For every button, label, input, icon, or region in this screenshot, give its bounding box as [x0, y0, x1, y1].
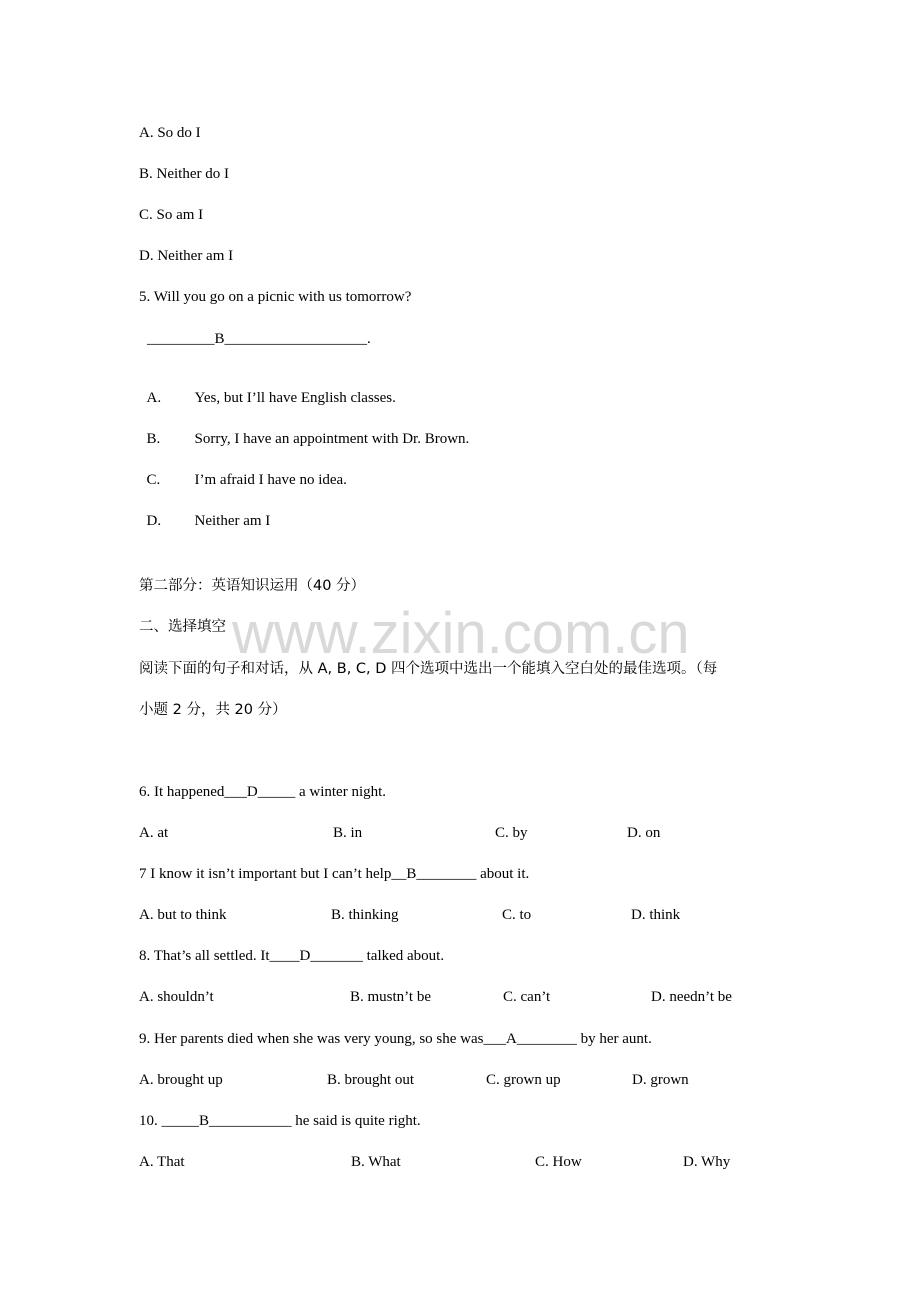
q8-option-b: B. mustn’t be	[350, 989, 431, 1005]
q5-question: 5. Will you go on a picnic with us tomorrow?	[139, 289, 412, 305]
option-label: D.	[146, 513, 162, 529]
q7-option-b: B. thinking	[331, 907, 399, 923]
q5-answer-line: _________B___________________.	[147, 331, 371, 347]
instruction-line-1: 阅读下面的句子和对话，从 A, B, C, D 四个选项中选出一个能填入空白处的最佳选项。（每	[139, 661, 718, 677]
q10-option-d: D. Why	[683, 1154, 731, 1170]
option-text: Sorry, I have an appointment with Dr. Brown.	[194, 431, 470, 447]
q5-option-c	[139, 453, 347, 489]
q9-option-c: C. grown up	[486, 1072, 561, 1088]
watermark: www.zixin.com.cn	[232, 601, 690, 666]
option-label: A.	[146, 390, 162, 406]
q5-option-a	[139, 371, 396, 407]
q9-stem: 9. Her parents died when she was very young, so she was___A________ by her aunt.	[139, 1031, 652, 1047]
option-text: Yes, but I’ll have English classes.	[194, 390, 396, 406]
q9-option-b: B. brought out	[327, 1072, 415, 1088]
option-text: Neither am I	[194, 513, 271, 529]
q7-option-c: C. to	[502, 907, 532, 923]
option-label: B.	[146, 431, 161, 447]
q6-option-c: C. by	[495, 825, 528, 841]
q5-option-d	[139, 494, 270, 530]
option-label: C.	[146, 472, 161, 488]
q9-option-a: A. brought up	[139, 1072, 223, 1088]
q10-stem: 10. _____B___________ he said is quite right.	[139, 1113, 421, 1129]
instruction-line-2: 小题 2 分，共 20 分）	[139, 702, 287, 718]
q9-option-d: D. grown	[632, 1072, 689, 1088]
q4-option-d: D. Neither am I	[139, 248, 234, 264]
q8-stem: 8. That’s all settled. It____D_______ talked about.	[139, 948, 445, 964]
q10-option-b: B. What	[351, 1154, 401, 1170]
q6-option-a: A. at	[139, 825, 169, 841]
q6-stem: 6. It happened___D_____ a winter night.	[139, 784, 387, 800]
q5-option-b	[139, 412, 469, 448]
q7-option-a: A. but to think	[139, 907, 227, 923]
q7-stem: 7 I know it isn’t important but I can’t help__B________ about it.	[139, 866, 530, 882]
part2-heading: 第二部分：英语知识运用（40 分）	[139, 578, 366, 594]
q6-option-d: D. on	[627, 825, 661, 841]
q4-option-b: B. Neither do I	[139, 166, 229, 182]
q8-option-c: C. can’t	[503, 989, 551, 1005]
q10-option-a: A. That	[139, 1154, 185, 1170]
q4-option-c: C. So am I	[139, 207, 204, 223]
q6-option-b: B. in	[333, 825, 363, 841]
q8-option-d: D. needn’t be	[651, 989, 732, 1005]
q4-option-a: A. So do I	[139, 125, 201, 141]
q7-option-d: D. think	[631, 907, 681, 923]
q8-option-a: A. shouldn’t	[139, 989, 214, 1005]
section-title: 二、选择填空	[139, 619, 226, 635]
q10-option-c: C. How	[535, 1154, 582, 1170]
option-text: I’m afraid I have no idea.	[194, 472, 347, 488]
